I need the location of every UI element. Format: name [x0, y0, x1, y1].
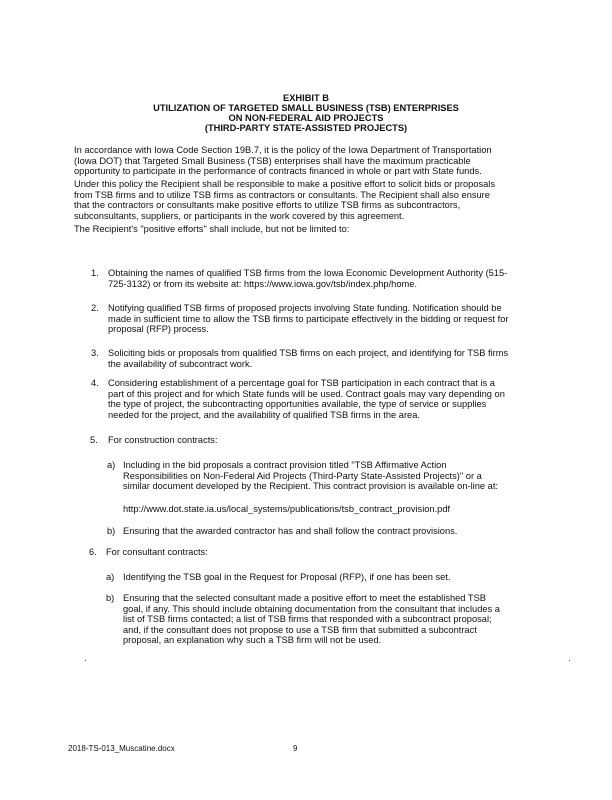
text-line: goal, if any. This should include obtaining documentation from the consultant that includes a: [123, 603, 500, 614]
text-line: made in sufficient time to allow the TSB firms to participate effectively in the bidding or request for: [108, 313, 509, 324]
exhibit-subtitle-2: (THIRD-PARTY STATE-ASSISTED PROJECTS): [204, 123, 408, 133]
provision-url[interactable]: http://www.dot.state.ia.us/local_systems/publications/tsb_contract_provision.pdf: [123, 504, 451, 514]
text-line: (Iowa DOT) that Targeted Small Business (TSB) enterprises shall have the maximum practicable: [74, 155, 471, 166]
exhibit-subtitle: ON NON-FEDERAL AID PROJECTS: [228, 113, 384, 123]
text-line: Obtaining the names of qualified TSB firms from the Iowa Economic Development Authority (515-: [108, 268, 508, 278]
item-number: a): [106, 572, 115, 582]
text-line: that the contractors or consultants make positive efforts to utilize TSB firms as subcontractors,: [74, 200, 461, 210]
text-line: Identifying the TSB goal in the Request for Proposal (RFP), if one has been set.: [123, 572, 451, 582]
text-line: the availability of subcontract work.: [108, 358, 253, 369]
text-line: similar document developed by the Recipient. This contract provision is available on-line at:: [123, 481, 498, 491]
text-line: For consultant contracts:: [106, 547, 208, 557]
item-number: a): [107, 460, 116, 470]
text-line: the type of project, the subcontracting opportunities available, the type of service or supplies: [108, 399, 487, 409]
scan-speck: [85, 660, 86, 661]
footer-page-number: 9: [293, 744, 298, 753]
text-line: proposal, an explanation why such a TSB firm will not be used.: [123, 635, 382, 645]
text-line: In accordance with Iowa Code Section 19B.7, it is the policy of the Iowa Department of Transportation: [74, 145, 492, 155]
item-number: 3.: [91, 348, 99, 358]
exhibit-title: UTILIZATION OF TARGETED SMALL BUSINESS (TSB) ENTERPRISES: [153, 103, 459, 113]
text-line: For construction contracts:: [108, 435, 218, 445]
text-line: Notifying qualified TSB firms of proposed projects involving State funding. Notification should be: [108, 303, 502, 313]
intro-line: The Recipient's "positive efforts" shall include, but not be limited to:: [74, 224, 350, 234]
text-line: Under this policy the Recipient shall be responsible to make a positive effort to solicit bids or proposals: [74, 179, 495, 189]
item-number: 5.: [90, 435, 98, 445]
item-number: 6.: [89, 547, 97, 557]
text-line: list of TSB firms contacted; a list of TSB firms that responded with a subcontract proposal;: [123, 614, 492, 624]
text-line: 725-3132) or from its website at: https://www.iowa.gov/tsb/index.php/home.: [108, 278, 418, 289]
text-line: Ensuring that the selected consultant made a positive effort to meet the established TSB: [123, 593, 486, 603]
text-line: Considering establishment of a percentage goal for TSB participation in each contract that is a: [108, 378, 495, 388]
item-number: 2.: [91, 303, 99, 313]
text-line: part of this project and for which State funds will be used. Contract goals may vary depending on: [108, 388, 505, 399]
item-number: 1.: [91, 268, 99, 278]
text-line: Responsibilities on Non-Federal Aid Projects (Third-Party State-Assisted Projects)" or a: [123, 470, 482, 481]
text-line: proposal (RFP) process.: [108, 324, 209, 334]
item-number: 4.: [91, 378, 99, 388]
scan-speck: [569, 660, 570, 661]
text-line: Soliciting bids or proposals from qualified TSB firms on each project, and identifying for TSB firms: [108, 348, 509, 358]
text-line: needed for the project, and the availability of qualified TSB firms in the area.: [108, 409, 420, 420]
item-number: b): [107, 526, 116, 536]
exhibit-label: EXHIBIT B: [283, 93, 329, 103]
text-line: Ensuring that the awarded contractor has and shall follow the contract provisions.: [123, 526, 458, 536]
footer-filename: 2018-TS-013_Muscatine.docx: [68, 744, 175, 753]
text-line: and, if the consultant does not propose to use a TSB firm that submitted a subcontract: [123, 624, 477, 635]
text-line: Including in the bid proposals a contract provision titled "TSB Affirmative Action: [123, 460, 447, 470]
text-line: from TSB firms and to utilize TSB firms as contractors or consultants. The Recipient shall also ensure: [74, 189, 490, 200]
text-line: opportunity to participate in the performance of contracts financed in whole or part with State funds.: [74, 166, 482, 176]
item-number: b): [106, 593, 115, 603]
text-line: subconsultants, suppliers, or participants in the work covered by this agreement.: [74, 210, 405, 221]
